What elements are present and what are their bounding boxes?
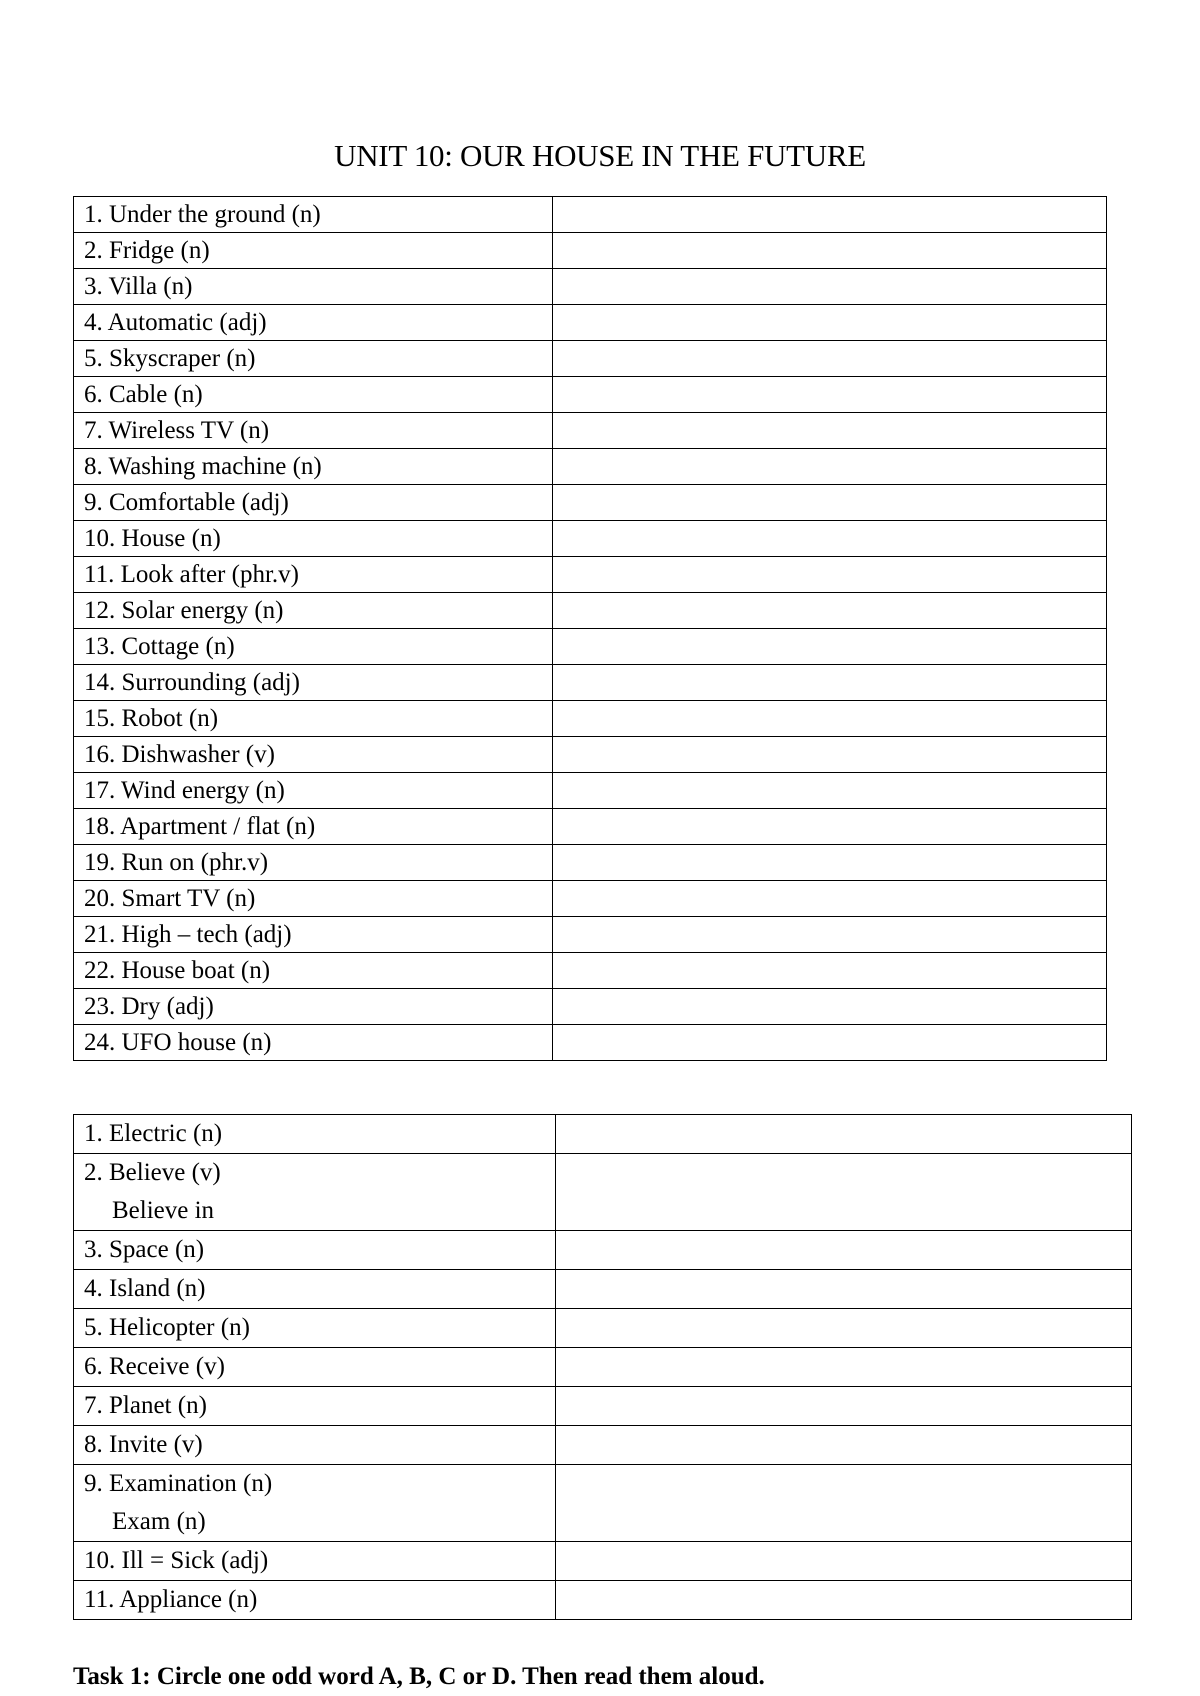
answer-cell[interactable] [553,881,1107,917]
vocab-term: 22. House boat (n) [74,953,553,989]
answer-cell[interactable] [556,1154,1132,1231]
vocab-term: 1. Electric (n) [84,1120,223,1147]
vocab-term-cell [74,1387,556,1426]
vocab-term-variant: Believe in [112,1197,215,1224]
table-row [74,917,1107,953]
answer-cell[interactable] [553,809,1107,845]
answer-cell[interactable] [553,953,1107,989]
answer-cell[interactable] [553,269,1107,305]
vocab-term-variant: Exam (n) [112,1508,206,1535]
vocab-term: 9. Comfortable (adj) [74,485,553,521]
vocab-term: 15. Robot (n) [74,701,553,737]
vocab-term: 9. Examination (n) [84,1470,273,1497]
vocab-term: 16. Dishwasher (v) [74,737,553,773]
vocab-term: 5. Skyscraper (n) [74,341,553,377]
vocab-term: 4. Automatic (adj) [74,305,553,341]
answer-cell[interactable] [553,989,1107,1025]
table-row [74,773,1107,809]
vocab-term: 1. Under the ground (n) [74,197,553,233]
answer-cell[interactable] [553,737,1107,773]
table-row [74,953,1107,989]
answer-cell[interactable] [556,1387,1132,1426]
answer-cell[interactable] [553,449,1107,485]
table-row [74,881,1107,917]
vocab-term: 8. Invite (v) [84,1431,203,1458]
vocab-term: 14. Surrounding (adj) [74,665,553,701]
table-row [74,665,1107,701]
vocab-term: 23. Dry (adj) [74,989,553,1025]
table-row [74,233,1107,269]
vocab-term: 5. Helicopter (n) [84,1314,250,1341]
vocab-term-cell [74,1542,556,1581]
vocab-term: 20. Smart TV (n) [74,881,553,917]
page-title: UNIT 10: OUR HOUSE IN THE FUTURE [334,138,866,173]
vocab-term-cell [74,1309,556,1348]
table-row [74,989,1107,1025]
vocab-term: 13. Cottage (n) [74,629,553,665]
answer-cell[interactable] [556,1231,1132,1270]
table-row [74,1154,1132,1231]
table-row [74,1115,1132,1154]
vocab-term: 7. Planet (n) [84,1392,207,1419]
vocab-term: 24. UFO house (n) [74,1025,553,1061]
answer-cell[interactable] [553,593,1107,629]
answer-cell[interactable] [553,413,1107,449]
table-row [74,413,1107,449]
vocab-term: 10. House (n) [74,521,553,557]
vocab-term: 18. Apartment / flat (n) [74,809,553,845]
answer-cell[interactable] [556,1270,1132,1309]
vocab-term: 17. Wind energy (n) [74,773,553,809]
task-1-instruction: Task 1: Circle one odd word A, B, C or D. Then read them aloud. [73,1663,765,1690]
table-row [74,1387,1132,1426]
table-row [74,1348,1132,1387]
answer-cell[interactable] [556,1115,1132,1154]
table-row [74,557,1107,593]
table-row [74,377,1107,413]
vocab-term: 4. Island (n) [84,1275,206,1302]
table-row [74,1231,1132,1270]
vocab-term-cell [74,1465,556,1542]
vocab-term: 8. Washing machine (n) [74,449,553,485]
answer-cell[interactable] [553,557,1107,593]
table-row [74,701,1107,737]
vocab-term: 2. Fridge (n) [74,233,553,269]
answer-cell[interactable] [553,233,1107,269]
answer-cell[interactable] [556,1542,1132,1581]
table-row [74,737,1107,773]
answer-cell[interactable] [553,917,1107,953]
vocab-term: 2. Believe (v) [84,1159,221,1186]
table-row [74,449,1107,485]
answer-cell[interactable] [553,665,1107,701]
answer-cell[interactable] [556,1581,1132,1620]
answer-cell[interactable] [556,1348,1132,1387]
vocab-term: 11. Appliance (n) [84,1586,258,1613]
answer-cell[interactable] [553,485,1107,521]
table-row [74,269,1107,305]
table-row [74,1426,1132,1465]
vocabulary-table-1 [73,196,1107,1061]
vocab-term-cell [74,1115,556,1154]
table-row [74,341,1107,377]
table-row [74,593,1107,629]
table-row [74,1542,1132,1581]
vocab-term-cell [74,1270,556,1309]
answer-cell[interactable] [553,845,1107,881]
table-row [74,521,1107,557]
answer-cell[interactable] [553,521,1107,557]
vocabulary-table-2 [73,1114,1132,1620]
vocab-term: 21. High – tech (adj) [74,917,553,953]
answer-cell[interactable] [553,305,1107,341]
table-row [74,197,1107,233]
table-row [74,485,1107,521]
answer-cell[interactable] [553,341,1107,377]
table-row [74,1270,1132,1309]
table-row [74,305,1107,341]
table-row [74,845,1107,881]
vocab-term: 10. Ill = Sick (adj) [84,1547,269,1574]
vocab-term: 6. Cable (n) [74,377,553,413]
vocab-term: 3. Villa (n) [74,269,553,305]
answer-cell[interactable] [553,773,1107,809]
vocab-term-cell [74,1231,556,1270]
answer-cell[interactable] [553,197,1107,233]
answer-cell[interactable] [556,1465,1132,1542]
table-row [74,629,1107,665]
table-row [74,1581,1132,1620]
vocab-term: 3. Space (n) [84,1236,205,1263]
vocab-term: 7. Wireless TV (n) [74,413,553,449]
vocab-term: 12. Solar energy (n) [74,593,553,629]
vocab-term-cell [74,1348,556,1387]
answer-cell[interactable] [553,701,1107,737]
vocab-term-cell [74,1581,556,1620]
vocab-term: 11. Look after (phr.v) [74,557,553,593]
vocab-term-cell [74,1426,556,1465]
table-row [74,1465,1132,1542]
answer-cell[interactable] [556,1309,1132,1348]
table-row [74,1025,1107,1061]
table-row [74,809,1107,845]
table-row [74,1309,1132,1348]
answer-cell[interactable] [556,1426,1132,1465]
vocab-term: 19. Run on (phr.v) [74,845,553,881]
vocab-term-cell [74,1154,556,1231]
answer-cell[interactable] [553,377,1107,413]
vocab-term: 6. Receive (v) [84,1353,225,1380]
answer-cell[interactable] [553,1025,1107,1061]
answer-cell[interactable] [553,629,1107,665]
